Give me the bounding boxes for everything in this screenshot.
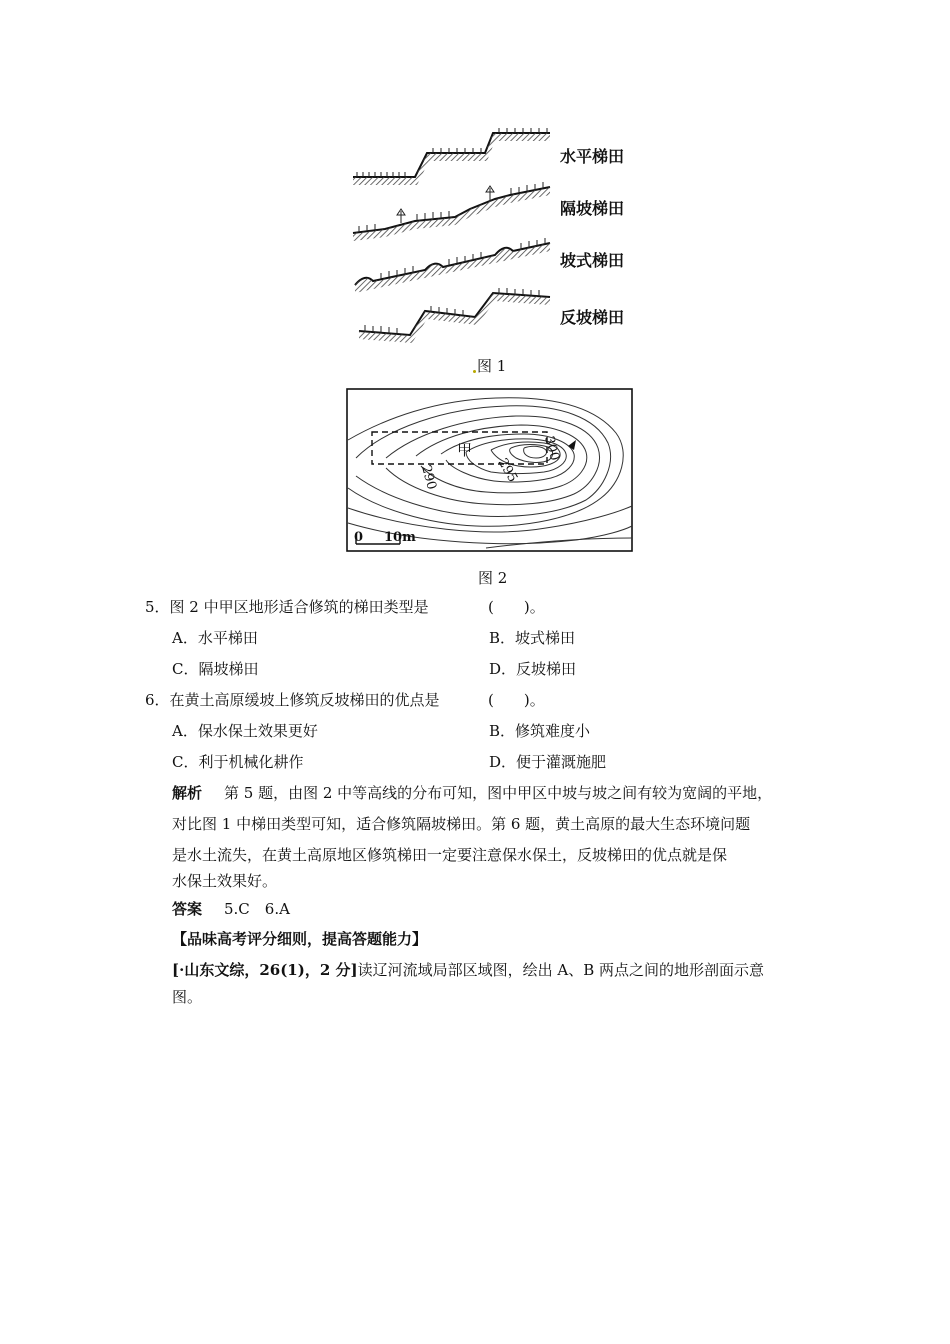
label-reverse-slope-terrace: 反坡梯田	[560, 308, 625, 327]
section-question	[172, 960, 764, 980]
figure2-caption: 图 2	[478, 569, 508, 587]
label-slope-terrace: 坡式梯田	[560, 251, 625, 270]
q5-option-c[interactable]: C．隔坡梯田	[172, 660, 259, 678]
section-title: 【品味高考评分细则，提高答题能力】	[172, 930, 428, 948]
level-terrace-profile	[353, 128, 550, 185]
section-text-line-2: 图。	[172, 988, 203, 1006]
question-5-paren: ( )。	[488, 598, 545, 616]
contour-label-290: 290	[417, 463, 439, 492]
q6-option-d[interactable]: D．便于灌溉施肥	[489, 753, 607, 771]
section-text-line-1: 读辽河流域局部区域图，绘出 A、B 两点之间的地形剖面示意	[357, 961, 764, 979]
analysis-line-3: 是水土流失，在黄土高原地区修筑梯田一定要注意保水保土，反坡梯田的优点就是保	[172, 846, 728, 864]
contour-label-300: 300	[540, 434, 562, 463]
analysis-line-4: 水保土效果好。	[172, 872, 278, 890]
q5-option-b[interactable]: B．坡式梯田	[489, 629, 576, 647]
q6-option-a[interactable]: A．保水保土效果更好	[172, 722, 318, 740]
analysis-line-2: 对比图 1 中梯田类型可知，适合修筑隔坡梯田。第 6 题，黄土高原的最大生态环境问题	[172, 815, 751, 833]
interval-slope-terrace-profile	[353, 182, 550, 241]
marker-dot	[473, 370, 476, 373]
scale-zero-label: 0	[354, 530, 364, 545]
scale-length-label: 10m	[384, 530, 416, 545]
answer-label: 答案	[172, 900, 203, 918]
q6-option-c[interactable]: C．利于机械化耕作	[172, 753, 304, 771]
question-6-paren: ( )。	[488, 691, 545, 709]
analysis-label: 解析	[172, 784, 203, 802]
contour-label-295: 295	[494, 455, 521, 486]
region-jia-label: 甲	[457, 441, 473, 459]
q5-option-a[interactable]: A．水平梯田	[172, 629, 258, 647]
q5-option-d[interactable]: D．反坡梯田	[489, 660, 577, 678]
label-level-terrace: 水平梯田	[560, 147, 625, 166]
figure1-caption: 图 1	[472, 355, 506, 376]
label-interval-slope-terrace: 隔坡梯田	[560, 199, 625, 218]
slope-terrace-profile	[355, 238, 550, 293]
answer-value: 5.C 6.A	[224, 900, 290, 918]
q6-option-b[interactable]: B．修筑难度小	[489, 722, 591, 740]
section-source: [·山东文综，26(1)，2 分]	[172, 961, 358, 979]
analysis-line-1: 第 5 题，由图 2 中等高线的分布可知，图中甲区中坡与坡之间有较为宽阔的平地，	[224, 784, 773, 802]
terrace-profiles-figure	[345, 125, 560, 350]
question-6-stem: 6．在黄土高原缓坡上修筑反坡梯田的优点是	[145, 691, 440, 709]
contour-map-figure	[346, 388, 634, 553]
reverse-slope-terrace-profile	[359, 288, 550, 343]
question-5-stem: 5．图 2 中甲区地形适合修筑的梯田类型是	[145, 598, 429, 616]
